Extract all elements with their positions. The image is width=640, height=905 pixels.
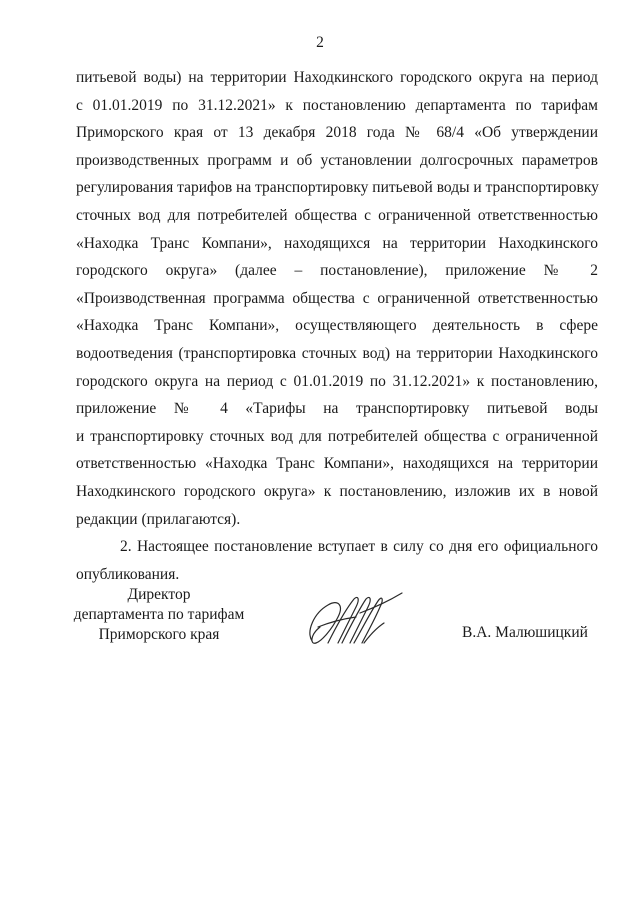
text-line: «Находка Транс Компани», находящихся на территории Находкинского (76, 234, 598, 252)
text-line: редакции (прилагаются). (76, 510, 241, 528)
text-line: Приморского края от 13 декабря 2018 года № 68/4 «Об утверждении (76, 124, 598, 142)
signatory-name: В.А. Малюшицкий (462, 624, 588, 641)
signatory-title-line: Приморского края (98, 626, 220, 643)
page-number: 2 (316, 34, 324, 51)
text-line: городского округа на период с 01.01.2019 по 31.12.2021» к постановлению, (76, 372, 598, 390)
text-line: питьевой воды) на территории Находкинского городского округа на период (76, 69, 598, 86)
text-line: с 01.01.2019 по 31.12.2021» к постановлению департамента по тарифам (76, 96, 598, 114)
text-line: и транспортировку сточных вод для потребителей общества с ограниченной (76, 427, 598, 445)
text-line: ответственностью «Находка Транс Компани», находящихся на территории (76, 455, 598, 473)
text-line: приложение № 4 «Тарифы на транспортировку питьевой воды (76, 400, 598, 418)
text-line: «Находка Транс Компани», осуществляющего деятельность в сфере (76, 317, 598, 335)
document-body (76, 64, 598, 588)
text-line: производственных программ и об установлении долгосрочных параметров (76, 151, 598, 169)
handwritten-signature (298, 583, 410, 663)
text-line: опубликования. (76, 565, 180, 583)
signatory-title-line: Директор (127, 586, 191, 603)
text-line: водоотведения (транспортировка сточных вод) на территории Находкинского (76, 344, 598, 362)
text-line: городского округа» (далее – постановление), приложение № 2 (76, 262, 598, 280)
signatory-title-line: департамента по тарифам (73, 606, 245, 623)
text-line: регулирования тарифов на транспортировку питьевой воды и транспортировку (76, 179, 599, 197)
text-line: сточных вод для потребителей общества с ограниченной ответственностью (76, 206, 598, 224)
signatory-title (54, 585, 264, 645)
text-line: «Производственная программа общества с ограниченной ответственностью (76, 289, 598, 307)
text-line: 2. Настоящее постановление вступает в силу со дня его официального (120, 538, 598, 556)
text-line: Находкинского городского округа» к постановлению, изложив их в новой (76, 482, 598, 500)
